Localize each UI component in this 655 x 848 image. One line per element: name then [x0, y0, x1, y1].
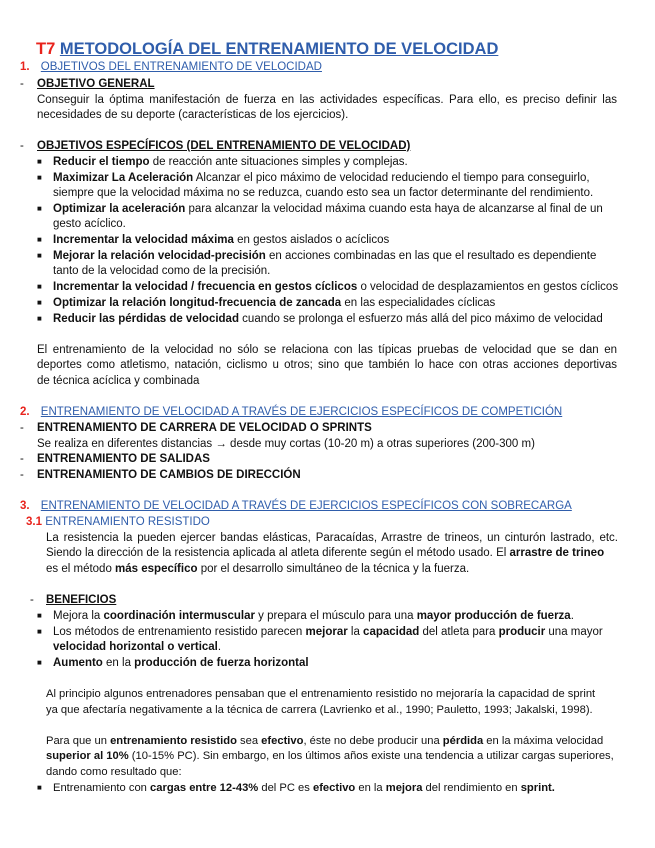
text-bold: producción de fuerza horizontal [134, 657, 309, 669]
text-run: Entrenamiento con [53, 782, 151, 794]
item-bold: Reducir las pérdidas de velocidad [53, 313, 239, 325]
resisted-paragraph-line-1: La resistencia la pueden ejercer bandas elásticas, Paracaídas, Arrastre de trineos, un cinturón lastrado, etc. [46, 532, 618, 544]
text-bold: mejora [385, 782, 423, 794]
item-bold: Maximizar La Aceleración [53, 172, 194, 184]
bullet-icon: ■ [37, 157, 42, 166]
section-2-heading [20, 405, 562, 419]
section-1-number: 1. [20, 61, 30, 73]
benefit-item-line-2 [53, 640, 221, 654]
bullet-icon: ■ [37, 251, 42, 260]
specific-objective-item [53, 155, 408, 169]
text-bold: Aumento [53, 657, 103, 669]
specific-objective-item [53, 296, 495, 310]
subsection-title: ENTRENAMIENTO RESISTIDO [45, 516, 210, 528]
item-text: en las especialidades cíclicas [341, 297, 496, 309]
item-text: para alcanzar la velocidad máxima cuando esta haya de alcanzarse al final de un [185, 203, 603, 215]
effective-paragraph-line-3: dando como resultado que: [46, 766, 182, 778]
item-text: en acciones combinadas en las que el resultado es dependiente [265, 250, 597, 262]
text-bold: capacidad [363, 626, 420, 638]
text-bold: producir [498, 626, 546, 638]
text-bold: efectivo [312, 782, 356, 794]
dash-marker: - [20, 78, 24, 90]
velocity-paragraph-line-1: El entrenamiento de la velocidad no sólo se relaciona con las típicas pruebas de velocidad que se dan en [37, 344, 617, 356]
document-title [36, 39, 498, 59]
bullet-icon: ■ [37, 658, 42, 667]
text-run: una mayor [545, 626, 603, 638]
section-2-number: 2. [20, 406, 30, 418]
resisted-paragraph-line-3 [46, 562, 469, 576]
item-text: cuando se prolonga el esfuerzo más allá del pico máximo de velocidad [238, 313, 603, 325]
text-run: en la máxima velocidad [483, 735, 604, 747]
specific-objective-item [53, 249, 596, 263]
text-run: (10-15% PC). Sin embargo, en los últimos años existe una tendencia a utilizar cargas superiores, [128, 750, 614, 762]
section-3-number: 3. [20, 500, 30, 512]
text-run: es el método [46, 563, 116, 575]
text-bold: sprint. [520, 782, 555, 794]
text-bold: cargas entre 12-43% [150, 782, 259, 794]
dash-marker: - [20, 140, 24, 152]
benefit-item [53, 656, 309, 670]
history-paragraph-line-2: ya que afectaría negativamente a la técnica de carrera (Lavrienko et al., 1990; Pauletto, 1993; Jakalski, 1998). [46, 704, 593, 716]
velocity-paragraph-line-3: de técnica acíclica y combinada [37, 375, 200, 387]
bullet-icon: ■ [37, 204, 42, 213]
item-bold: Optimizar la aceleración [53, 203, 186, 215]
specific-objective-item [53, 312, 603, 326]
item-text: en gestos aislados o acíclicos [233, 234, 390, 246]
text-run: , éste no debe producir una [303, 735, 443, 747]
text-run: del atleta para [419, 626, 499, 638]
bullet-icon: ■ [37, 173, 42, 182]
item-text: de reacción ante situaciones simples y complejas. [149, 156, 408, 168]
direction-change-training-label: ENTRENAMIENTO DE CAMBIOS DE DIRECCIÓN [37, 469, 301, 481]
text-run: en la [102, 657, 135, 669]
specific-objectives-label: OBJETIVOS ESPECÍFICOS (DEL ENTRENAMIENTO DE VELOCIDAD) [37, 140, 411, 152]
benefit-item [53, 625, 603, 639]
text-bold: coordinación intermuscular [103, 610, 255, 622]
text-bold: superior al 10% [46, 750, 129, 762]
dash-marker: - [20, 469, 24, 481]
general-objective-line-2: necesidades de su deporte (características de los ejercicios). [37, 109, 349, 121]
subsection-number: 3.1 [26, 516, 42, 528]
text-run: del rendimiento en [422, 782, 521, 794]
item-text: o velocidad de desplazamientos en gestos cíclicos [357, 281, 619, 293]
sprint-training-label: ENTRENAMIENTO DE CARRERA DE VELOCIDAD O SPRINTS [37, 422, 372, 434]
text-run: del PC es [258, 782, 313, 794]
text-run: por el desarrollo simultáneo de la técnica y la fuerza. [197, 563, 470, 575]
bullet-icon: ■ [37, 298, 42, 307]
title-text: METODOLOGÍA DEL ENTRENAMIENTO DE VELOCIDAD [59, 40, 499, 58]
text-run: sea [236, 735, 262, 747]
text-bold: mejorar [305, 626, 348, 638]
text-bold: efectivo [261, 735, 304, 747]
bullet-icon: ■ [37, 235, 42, 244]
text-run: en la [355, 782, 386, 794]
specific-objective-item [53, 171, 590, 185]
text-run: Siendo la dirección de la resistencia aplicada al atleta diferente según el método usado. El [46, 547, 510, 559]
text-run: Mejora la [53, 610, 104, 622]
title-number: T7 [36, 40, 56, 58]
dash-marker: - [30, 594, 34, 606]
benefits-label: BENEFICIOS [46, 594, 117, 606]
bullet-icon: ■ [37, 314, 42, 323]
bullet-icon: ■ [37, 282, 42, 291]
specific-objective-item [53, 280, 618, 294]
history-paragraph-line-1: Al principio algunos entrenadores pensaban que el entrenamiento resistido no mejoraría la capacidad de sprint [46, 688, 596, 700]
text-bold: más específico [115, 563, 198, 575]
text-run: la [347, 626, 364, 638]
section-1-title: OBJETIVOS DEL ENTRENAMIENTO DE VELOCIDAD [40, 61, 322, 73]
section-2-title: ENTRENAMIENTO DE VELOCIDAD A TRAVÉS DE EJERCICIOS ESPECÍFICOS DE COMPETICIÓN [40, 406, 563, 418]
bullet-icon: ■ [37, 783, 42, 792]
item-text: Alcanzar el pico máximo de velocidad reduciendo el tiempo para conseguirlo, [193, 172, 590, 184]
subsection-3-1-heading [26, 515, 210, 529]
effective-paragraph-line-2 [46, 749, 614, 763]
text-bold: velocidad horizontal o vertical [53, 641, 218, 653]
section-3-heading [20, 499, 572, 513]
specific-objective-item-line-2: siempre que la velocidad máxima no se reduzca, cuando esto sea un factor determinante del rendimiento. [53, 187, 594, 199]
section-3-title: ENTRENAMIENTO DE VELOCIDAD A TRAVÉS DE EJERCICIOS ESPECÍFICOS CON SOBRECARGA [40, 500, 572, 512]
text-bold: pérdida [442, 735, 484, 747]
bullet-icon: ■ [37, 627, 42, 636]
effective-paragraph-line-1 [46, 734, 603, 748]
text-run: . [217, 641, 222, 653]
specific-objective-item [53, 233, 389, 247]
item-bold: Incrementar la velocidad / frecuencia en gestos cíclicos [53, 281, 358, 293]
item-bold: Reducir el tiempo [53, 156, 150, 168]
sprint-training-desc: Se realiza en diferentes distancias → desde muy cortas (10-20 m) a otras superiores (200-300 m) [37, 438, 535, 450]
dash-marker: - [20, 422, 24, 434]
benefit-item [53, 609, 574, 623]
text-run: . [570, 610, 574, 622]
item-bold: Optimizar la relación longitud-frecuencia de zancada [53, 297, 342, 309]
specific-objective-item-line-2: gesto acíclico. [53, 218, 126, 230]
specific-objective-item-line-2: tanto de la velocidad como de la precisión. [53, 265, 271, 277]
text-run: y prepara el músculo para una [254, 610, 417, 622]
loads-item [53, 781, 555, 795]
resisted-paragraph-line-2 [46, 546, 604, 560]
text-run: Los métodos de entrenamiento resistido parecen [53, 626, 306, 638]
item-bold: Incrementar la velocidad máxima [53, 234, 234, 246]
starts-training-label: ENTRENAMIENTO DE SALIDAS [37, 453, 210, 465]
velocity-paragraph-line-2: deportes como atletismo, natación, ciclismo u otros; sino que también lo hace con otras acciones deportivas [37, 359, 617, 371]
section-1-heading [20, 60, 322, 74]
general-objective-label: OBJETIVO GENERAL [37, 78, 155, 90]
bullet-icon: ■ [37, 611, 42, 620]
text-bold: mayor producción de fuerza [416, 610, 571, 622]
specific-objective-item [53, 202, 603, 216]
dash-marker: - [20, 453, 24, 465]
text-bold: entrenamiento resistido [110, 735, 237, 747]
item-bold: Mejorar la relación velocidad-precisión [53, 250, 266, 262]
general-objective-line-1: Conseguir la óptima manifestación de fuerza en las actividades específicas. Para ello, es preciso definir las [37, 94, 617, 106]
text-bold: arrastre de trineo [509, 547, 605, 559]
text-run: Para que un [46, 735, 111, 747]
